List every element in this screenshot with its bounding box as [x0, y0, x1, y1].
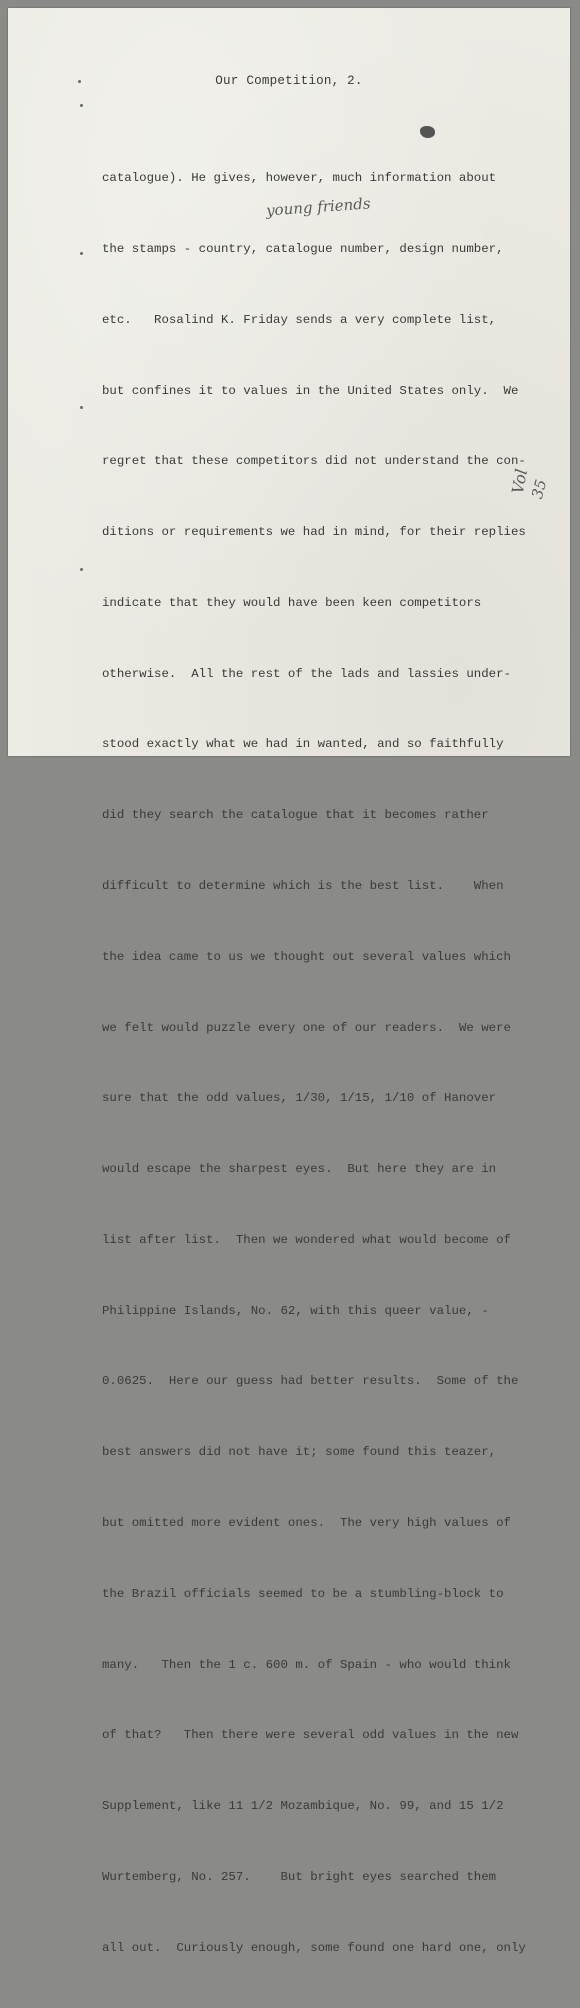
margin-mark: [80, 104, 83, 107]
margin-note-vol: Vol: [508, 467, 532, 496]
page-title: Our Competition, 2.: [215, 74, 363, 88]
margin-mark: [80, 252, 83, 255]
text-line: the idea came to us we thought out several values which: [102, 949, 511, 964]
text-line: stood exactly what we had in wanted, and so faithfully: [102, 737, 504, 752]
margin-mark: [80, 568, 83, 571]
text-line: indicate that they would have been keen competitors: [102, 595, 482, 610]
text-line: Supplement, like 11 1/2 Mozambique, No. 99, and 15 1/2: [102, 1799, 504, 1814]
text-line: we felt would puzzle every one of our readers. We were: [102, 1020, 511, 1035]
document-page: [8, 8, 570, 1955]
margin-mark: [78, 80, 81, 83]
document-body: [102, 120, 532, 2008]
text-line: list after list. Then we wondered what would become of: [102, 1232, 511, 1247]
text-line: best answers did not have it; some found this teazer,: [102, 1445, 497, 1460]
margin-note-number: 35: [528, 477, 551, 501]
text-line: did they search the catalogue that it becomes rather: [102, 808, 489, 823]
margin-mark: [80, 406, 83, 409]
text-line: difficult to determine which is the best list. When: [102, 879, 504, 893]
text-line: the Brazil officials seemed to be a stumbling-block to: [102, 1586, 504, 1601]
text-line: 0.0625. Here our guess had better results. Some of the: [102, 1374, 519, 1389]
text-line: etc. Rosalind K. Friday sends a very complete list,: [102, 312, 497, 327]
text-line: ditions or requirements we had in mind, for their replies: [102, 525, 526, 540]
text-line: regret that these competitors did not understand the con-: [102, 454, 526, 469]
text-line: of that? Then there were several odd values in the new: [102, 1728, 519, 1743]
text-line: many. Then the 1 c. 600 m. of Spain - who would think: [102, 1657, 511, 1672]
text-line: all out. Curiously enough, some found one hard one, only: [102, 1940, 526, 1955]
text-line: Wurtemberg, No. 257. But bright eyes searched them: [102, 1869, 497, 1884]
text-line: but confines it to values in the United States only. We: [102, 383, 519, 398]
text-line: but omitted more evident ones. The very high values of: [102, 1516, 511, 1531]
text-line: otherwise. All the rest of the lads and lassies under-: [102, 666, 511, 681]
text-line: Philippine Islands, No. 62, with this queer value, -: [102, 1303, 489, 1318]
text-line: the stamps - country, catalogue number, design number,: [102, 241, 504, 256]
text-line: would escape the sharpest eyes. But here they are in: [102, 1162, 497, 1177]
text-line: catalogue). He gives, however, much information about: [102, 171, 497, 186]
handwritten-insertion: young friends: [265, 194, 372, 220]
text-line: sure that the odd values, 1/30, 1/15, 1/10 of Hanover: [102, 1091, 497, 1106]
